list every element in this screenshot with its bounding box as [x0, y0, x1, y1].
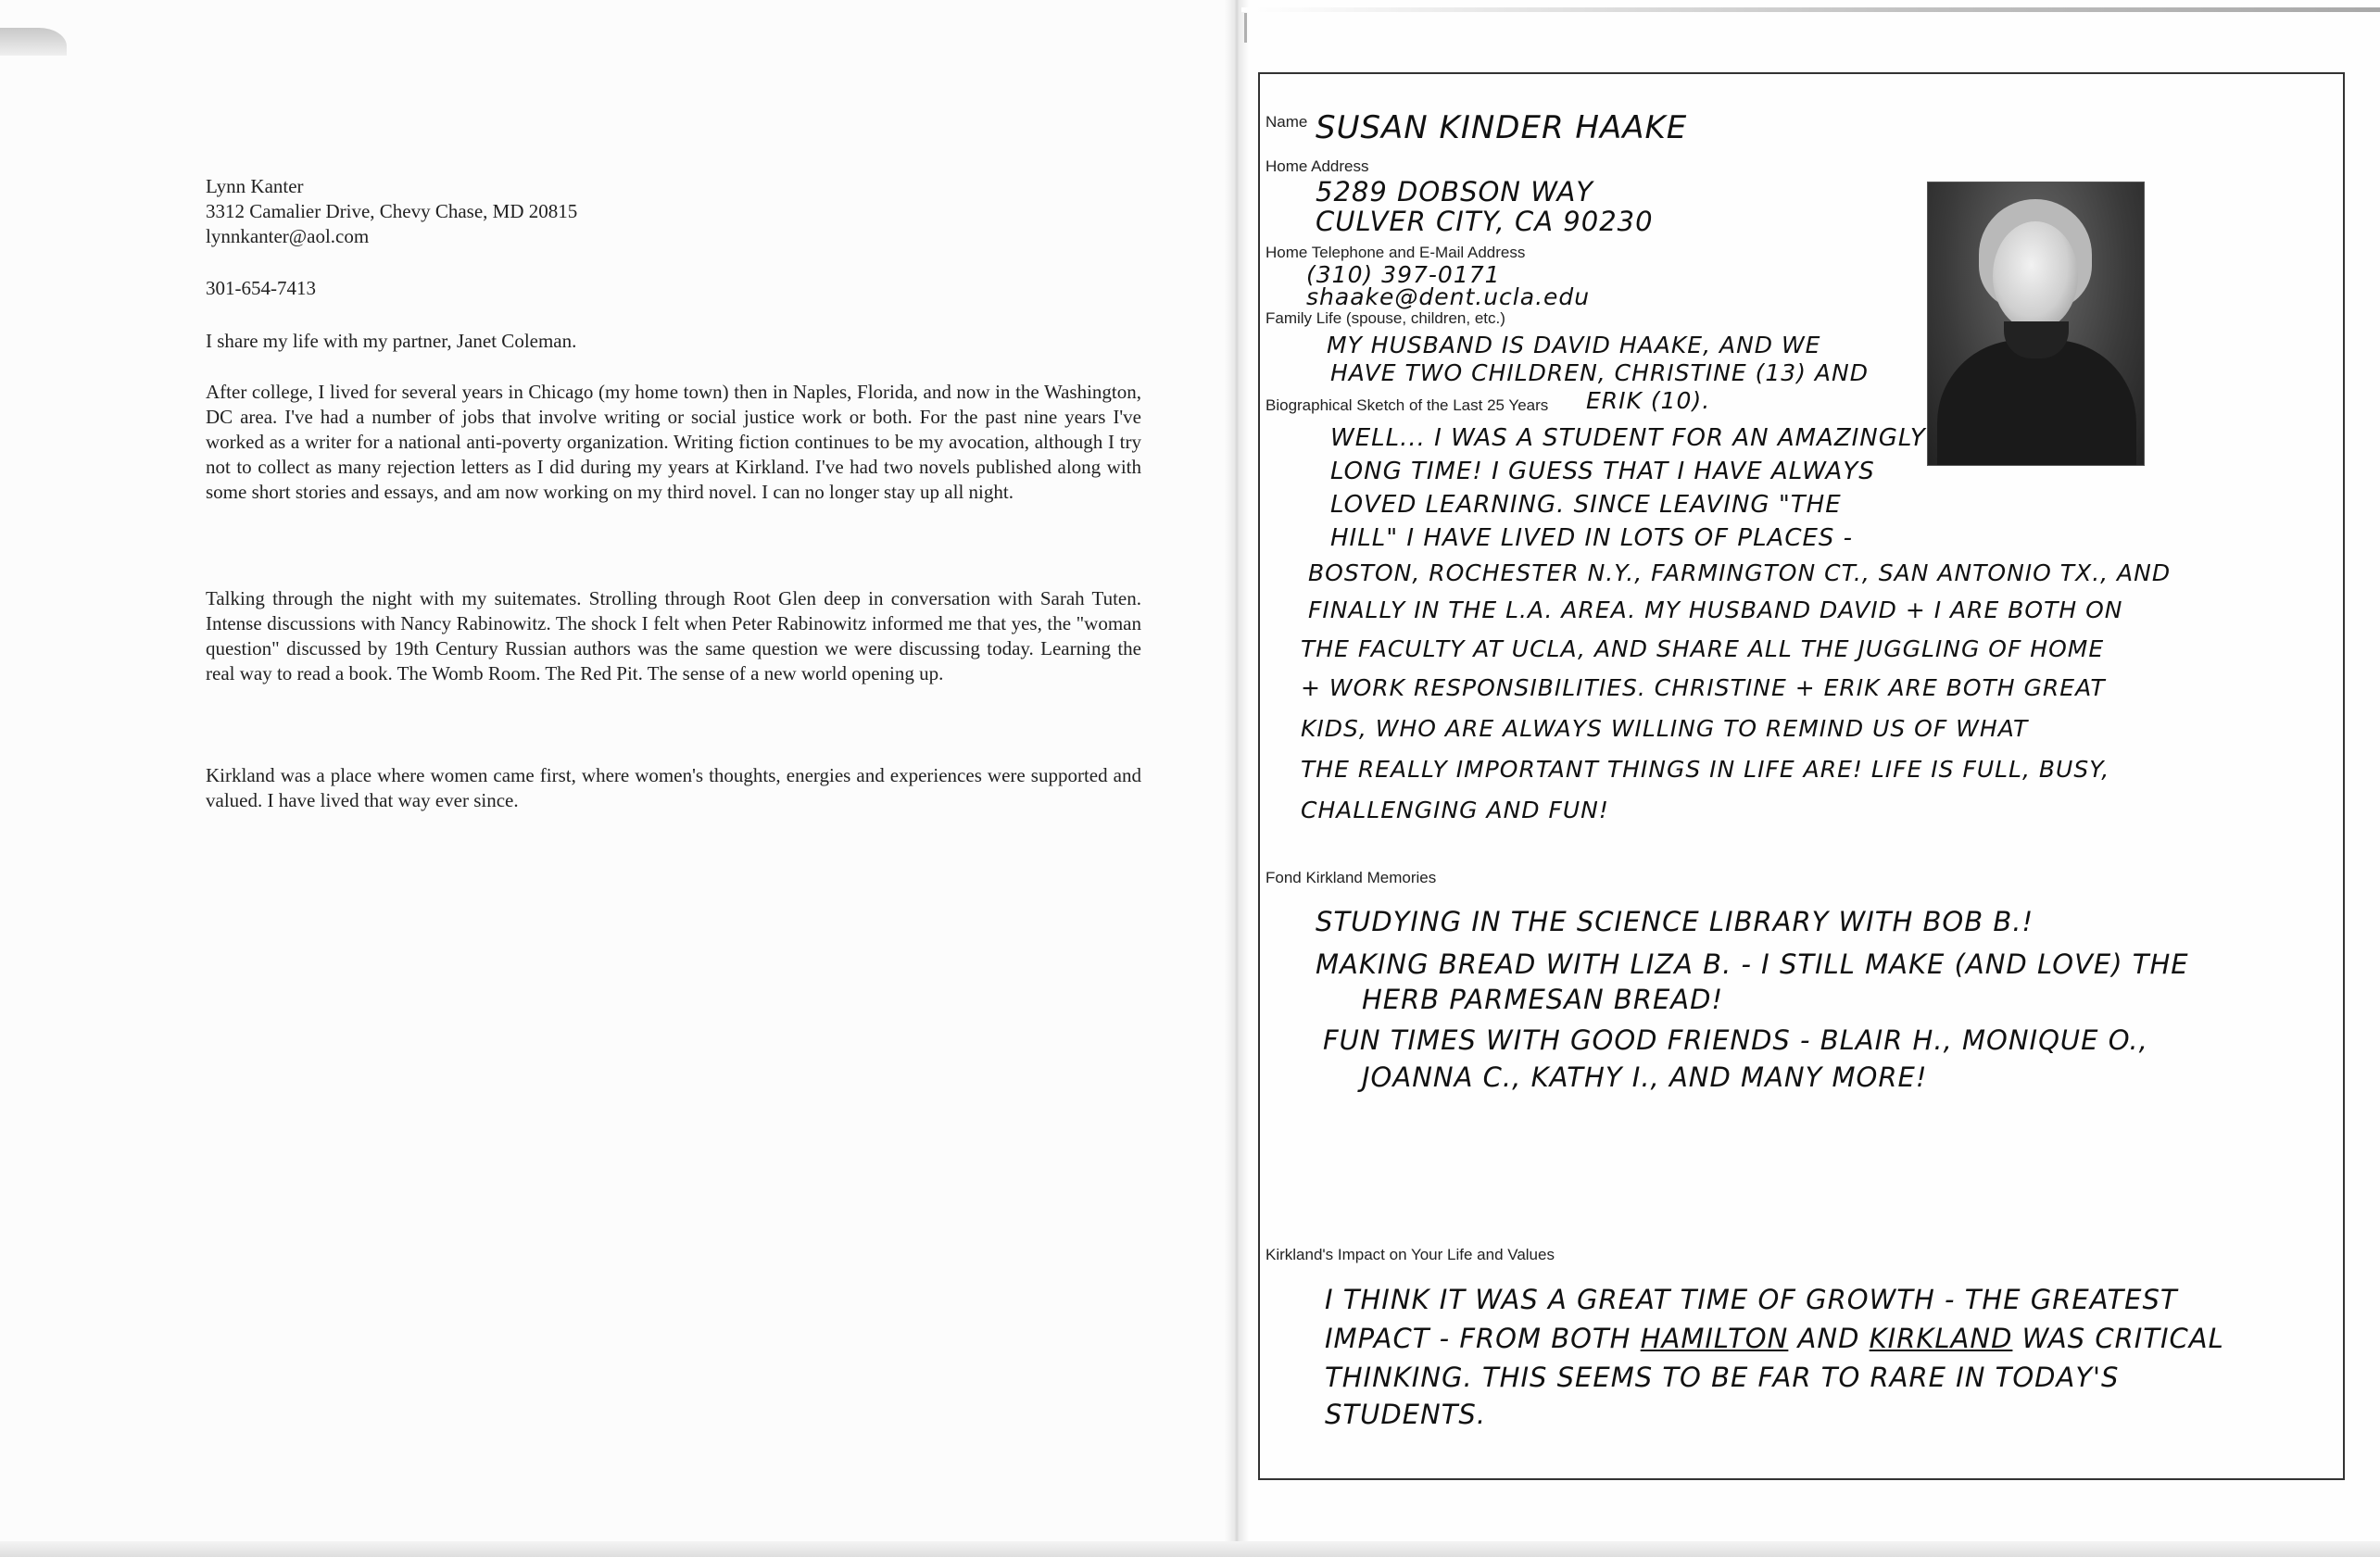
family-line-1: MY HUSBAND IS DAVID HAAKE, AND WE: [1327, 332, 1821, 358]
bio-line-2: LONG TIME! I GUESS THAT I HAVE ALWAYS: [1330, 458, 1875, 485]
handwritten-address-line1: 5289 DOBSON WAY: [1316, 176, 1594, 207]
label-kirkland-impact: Kirkland's Impact on Your Life and Values: [1266, 1246, 1555, 1263]
handwritten-phone: (310) 397-0171: [1306, 261, 1501, 288]
bio-line-9: KIDS, WHO ARE ALWAYS WILLING TO REMIND US OF WHAT: [1301, 715, 2029, 742]
page-gutter: [1225, 0, 1249, 1557]
scan-corner-mark: [0, 28, 67, 56]
top-edge-tick: [1244, 13, 1247, 43]
impact-line-2-part-b: AND: [1788, 1323, 1870, 1354]
family-line-3: ERIK (10).: [1586, 387, 1711, 414]
family-line-2: HAVE TWO CHILDREN, CHRISTINE (13) AND: [1330, 359, 1869, 386]
label-home-address: Home Address: [1266, 157, 1369, 175]
bio-line-11: CHALLENGING AND FUN!: [1301, 797, 1609, 823]
label-family-life: Family Life (spouse, children, etc.): [1266, 309, 1505, 327]
memory-line-2: MAKING BREAD WITH LIZA B. - I STILL MAKE (AND LOVE) THE: [1316, 948, 2189, 980]
impact-line-3: THINKING. THIS SEEMS TO BE FAR TO RARE IN TODAY'S: [1325, 1362, 2120, 1393]
photo-sweater: [1937, 340, 2136, 466]
impact-line-1: I THINK IT WAS A GREAT TIME OF GROWTH - THE GREATEST: [1325, 1284, 2178, 1315]
label-bio-sketch: Biographical Sketch of the Last 25 Years: [1266, 396, 1549, 414]
bio-line-3: LOVED LEARNING. SINCE LEAVING "THE: [1330, 491, 1842, 519]
bio-line-8: + WORK RESPONSIBILITIES. CHRISTINE + ERIK ARE BOTH GREAT: [1301, 674, 2106, 701]
memories-paragraph: Talking through the night with my suitemates. Strolling through Root Glen deep in conversation with Sarah Tuten. Intense discussions with Nancy Rabinowitz. The shock I felt when Peter Rabinowitz informed me that yes, the "woman question" discussed by 19th Century Russian authors was the same question we were discussing today. Learning the real way to read a book. The Womb Room. The Red Pit. The sense of a new world opening up.: [206, 587, 1141, 684]
handwritten-address-line2: CULVER CITY, CA 90230: [1316, 206, 1654, 237]
memory-line-3: HERB PARMESAN BREAD!: [1362, 984, 1724, 1015]
memory-line-4: FUN TIMES WITH GOOD FRIENDS - BLAIR H., MONIQUE O.,: [1323, 1024, 2148, 1056]
bio-line-5: BOSTON, ROCHESTER N.Y., FARMINGTON CT., SAN ANTONIO TX., AND: [1308, 559, 2172, 586]
impact-paragraph: Kirkland was a place where women came first, where women's thoughts, energies and experiences were supported and valued. I have lived that way ever since.: [206, 764, 1141, 811]
contact-block: [206, 174, 1141, 249]
bio-line-10: THE REALLY IMPORTANT THINGS IN LIFE ARE! LIFE IS FULL, BUSY,: [1301, 756, 2110, 783]
bio-line-1: WELL... I WAS A STUDENT FOR AN AMAZINGLY: [1330, 424, 1926, 452]
author-name: Lynn Kanter: [206, 175, 304, 197]
photo-face: [1993, 221, 2078, 331]
impact-line-4: STUDENTS.: [1325, 1399, 1487, 1430]
impact-line-2-part-a: IMPACT - FROM BOTH: [1325, 1323, 1641, 1354]
memory-line-1: STUDYING IN THE SCIENCE LIBRARY WITH BOB B.!: [1316, 906, 2034, 937]
impact-hamilton: HAMILTON: [1640, 1323, 1789, 1354]
author-phone: 301-654-7413: [206, 277, 316, 299]
label-name: Name: [1266, 113, 1308, 131]
bio-line-6: FINALLY IN THE L.A. AREA. MY HUSBAND DAVID + I ARE BOTH ON: [1308, 596, 2123, 623]
portrait-photo: [1927, 182, 2145, 466]
partner-line: I share my life with my partner, Janet Coleman.: [206, 330, 577, 352]
author-address: 3312 Camalier Drive, Chevy Chase, MD 20815: [206, 200, 578, 222]
author-email: lynnkanter@aol.com: [206, 225, 370, 247]
impact-line-2: [1325, 1323, 2224, 1354]
memory-line-5: JOANNA C., KATHY I., AND MANY MORE!: [1362, 1061, 1928, 1093]
bottom-page-edge: [0, 1541, 2380, 1557]
bio-paragraph: After college, I lived for several years in Chicago (my home town) then in Naples, Florida, and now in the Washington, DC area. I've had a number of jobs that involve writing or social justice work or both. For the past nine years I've worked as a writer for a national anti-poverty organization. Writing fiction continues to be my avocation, although I try not to collect as many rejection letters as I did during my years at Kirkland. I've had two novels published along with some short stories and essays, and am now working on my third novel. I can no longer stay up all night.: [206, 381, 1141, 503]
bio-line-4: HILL" I HAVE LIVED IN LOTS OF PLACES -: [1330, 524, 1854, 552]
label-telephone-email: Home Telephone and E-Mail Address: [1266, 244, 1526, 261]
top-edge-rule: [1241, 7, 2380, 12]
impact-line-2-part-c: WAS CRITICAL: [2012, 1323, 2224, 1354]
label-fond-memories: Fond Kirkland Memories: [1266, 869, 1437, 886]
handwritten-name: SUSAN KINDER HAAKE: [1316, 109, 1688, 146]
impact-kirkland: KIRKLAND: [1869, 1323, 2013, 1354]
bio-line-7: THE FACULTY AT UCLA, AND SHARE ALL THE JUGGLING OF HOME: [1301, 635, 2105, 662]
handwritten-email: shaake@dent.ucla.edu: [1306, 283, 1591, 310]
